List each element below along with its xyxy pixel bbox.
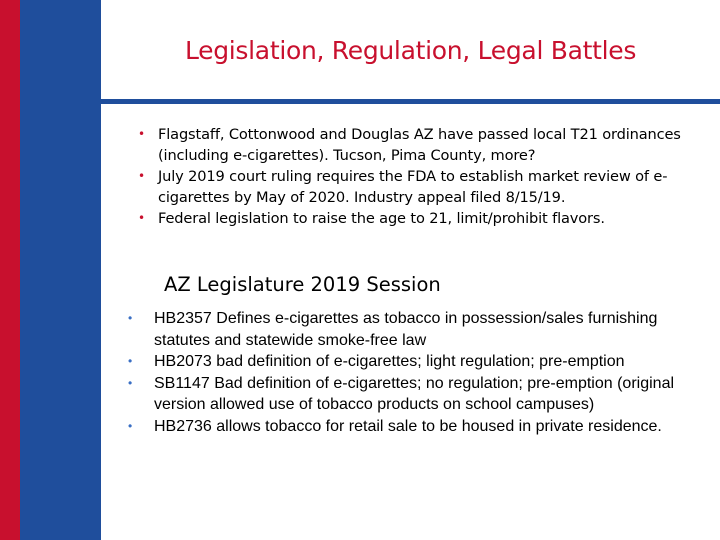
- left-blue-stripe: [20, 0, 101, 540]
- list-item-text: Federal legislation to raise the age to 21, limit/prohibit flavors.: [158, 210, 605, 227]
- title-divider: [101, 99, 720, 104]
- list-item-text: Flagstaff, Cottonwood and Douglas AZ have passed local T21 ordinances (including e-cigarettes). Tucson, Pima County, more?: [158, 126, 681, 164]
- bullet-icon: •: [128, 354, 133, 368]
- list-item: [128, 308, 703, 351]
- list-item: [138, 208, 698, 229]
- bullet-icon: •: [138, 169, 145, 183]
- list-item: [128, 373, 703, 416]
- list-item: [138, 124, 698, 166]
- list-item-text: SB1147 Bad definition of e-cigarettes; no regulation; pre-emption (original version allowed use of tobacco products on school campuses): [154, 374, 675, 413]
- list-item-text: July 2019 court ruling requires the FDA to establish market review of e-cigarettes by May of 2020. Industry appeal filed 8/15/19.: [158, 168, 668, 206]
- bullet-icon: •: [128, 418, 133, 433]
- bullet-icon: •: [128, 311, 133, 325]
- list-item: [128, 351, 703, 373]
- section-subtitle: AZ Legislature 2019 Session: [164, 273, 441, 296]
- slide-title: Legislation, Regulation, Legal Battles: [184, 36, 637, 65]
- session-bullet-list: [128, 308, 703, 437]
- list-item-text: HB2357 Defines e-cigarettes as tobacco in possession/sales furnishing statutes and statewide smoke-free law: [154, 310, 658, 349]
- bullet-icon: •: [138, 127, 145, 141]
- bullet-icon: •: [138, 211, 145, 225]
- primary-bullet-list: [138, 124, 698, 229]
- list-item-text: HB2073 bad definition of e-cigarettes; light regulation; pre-emption: [154, 353, 625, 370]
- list-item: [138, 166, 698, 208]
- list-item: [128, 416, 703, 438]
- bullet-icon: •: [128, 375, 133, 390]
- left-red-stripe: [0, 0, 20, 540]
- list-item-text: HB2736 allows tobacco for retail sale to be housed in private residence.: [154, 417, 662, 435]
